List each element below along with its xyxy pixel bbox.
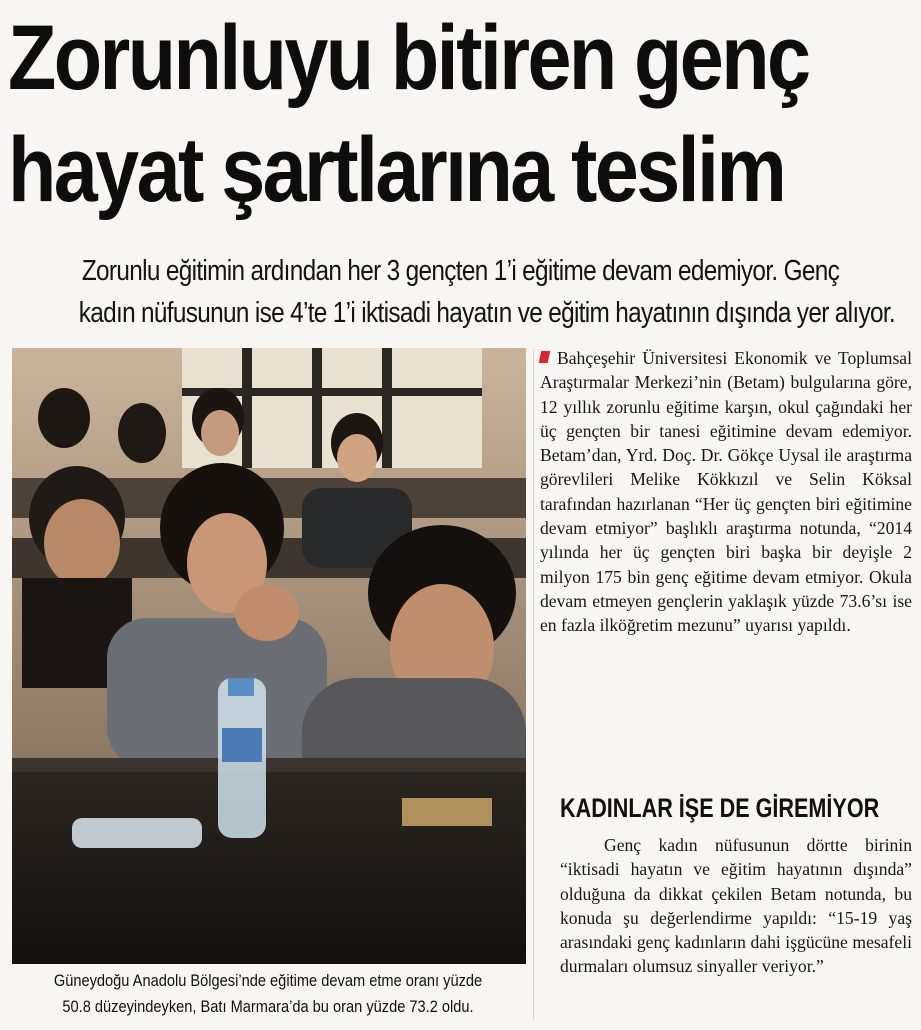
article-paragraph-1-text: Bahçeşehir Üniversitesi Ekonomik ve Toplumsal Araştırmalar Merkezi’nin (Betam) bulgularına göre, 12 yıllık zorunlu eğitime karşın, okul çağındaki her üç gençten bir tanesi eğitimine devam edemiyor. Betam’dan, Yrd. Doç. Dr. Gökçe Uysal ile araştırma görevlileri Melike Kökkızıl ve Selin Köksal tarafından hazırlanan “Her üç gençten biri eğitimine devam etmiyor” başlıklı araştırma notunda, “2014 yılında her üç gençten biri başka bir deyişle 2 milyon 175 bin genç eğitime devam etmiyor. Okula devam etmeyen gençlerin yaklaşık yüzde 73.6’sı ise en fazla ilköğretim mezunu” uyarısı yapıldı.	[540, 348, 912, 636]
article-paragraph-2: Genç kadın nüfusunun dörtte birinin “iktisadi hayatın ve eğitim hayatının dışında” olduğuna da dikkat çekilen Betam notunda, bu konuda şu değerlendirme yapıldı: “15-19 yaş arasındaki genç kadınların dahi işgücüne mesafeli durmaları olumsuz sinyaller veriyor.”	[560, 835, 912, 977]
deck-line-1: Zorunlu eğitimin ardından her 3 gençten 1’i eğitime devam edemiyor. Genç	[81, 255, 840, 287]
column-divider	[533, 350, 534, 1020]
photo-illustration	[12, 348, 526, 964]
deck-line-2: kadın nüfusunun ise 4’te 1’i iktisadi hayatın ve eğitim hayatının dışında yer alıyor.	[78, 297, 896, 329]
bullet-marker-icon	[539, 351, 551, 363]
photo-students-classroom	[12, 348, 526, 964]
caption-line-1: Güneydoğu Anadolu Bölgesi’nde eğitime devam etme oranı yüzde	[53, 971, 483, 990]
article-subhead: KADINLAR İŞE DE GİREMİYOR	[560, 793, 880, 823]
headline-line-1: Zorunluyu bitiren genç	[8, 7, 809, 109]
article-column-2	[560, 833, 912, 979]
deck	[6, 250, 915, 334]
headline	[8, 2, 809, 226]
caption-line-2: 50.8 düzeyindeyken, Batı Marmara’da bu oran yüzde 73.2 oldu.	[62, 997, 474, 1016]
headline-line-2: hayat şartlarına teslim	[8, 119, 785, 221]
article-paragraph-1	[540, 346, 912, 638]
article-column	[540, 346, 912, 638]
photo-caption	[8, 968, 528, 1020]
